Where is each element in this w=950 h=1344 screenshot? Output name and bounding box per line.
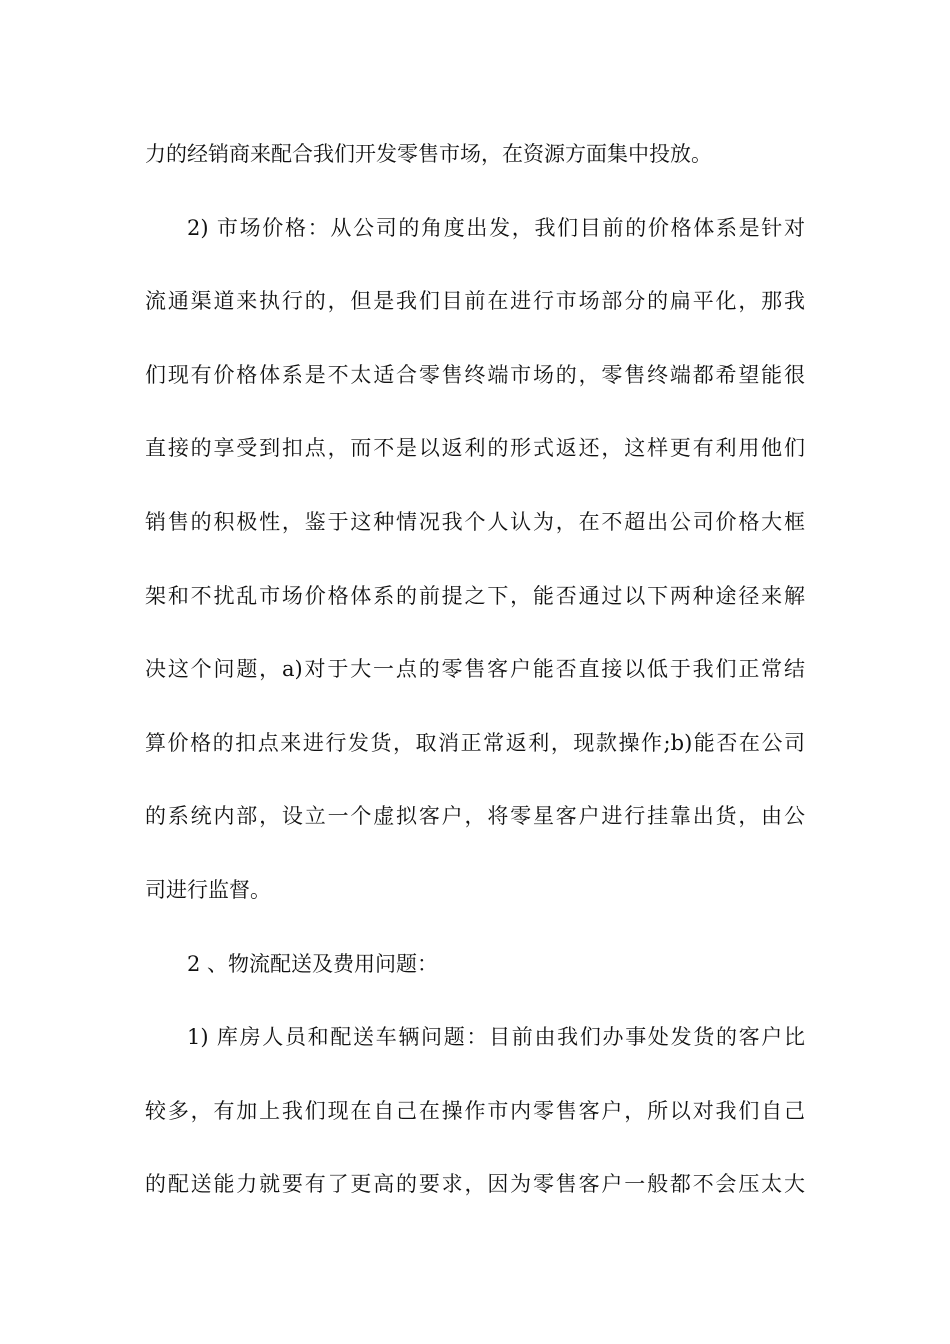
text-line-10: 的系统内部，设立一个虚拟客户，将零星客户进行挂靠出货，由公 [145,804,805,829]
text-line-4: 们现有价格体系是不太适合零售终端市场的，零售终端都希望能很 [145,362,805,387]
text-line-8: 决这个问题，a)对于大一点的零售客户能否直接以低于我们正常结 [145,657,805,682]
text-line-5: 直接的享受到扣点，而不是以返利的形式返还，这样更有利用他们 [145,436,805,461]
text-line-14: 较多，有加上我们现在自己在操作市内零售客户，所以对我们自己 [145,1098,805,1123]
text-line-13: 1) 库房人员和配送车辆问题：目前由我们办事处发货的客户比 [187,1025,805,1050]
text-line-11: 司进行监督。 [145,877,271,902]
text-line-3: 流通渠道来执行的，但是我们目前在进行市场部分的扁平化，那我 [145,289,805,314]
text-line-1: 力的经销商来配合我们开发零售市场，在资源方面集中投放。 [145,142,712,166]
text-line-2: 2) 市场价格：从公司的角度出发，我们目前的价格体系是针对 [187,215,805,240]
body-text [145,128,805,1232]
text-line-9: 算价格的扣点来进行发货，取消正常返利，现款操作;b)能否在公司 [145,730,805,755]
text-line-7: 架和不扰乱市场价格体系的前提之下，能否通过以下两种途径来解 [145,583,805,608]
text-line-15: 的配送能力就要有了更高的要求，因为零售客户一般都不会压太大 [145,1172,805,1197]
text-line-6: 销售的积极性，鉴于这种情况我个人认为，在不超出公司价格大框 [145,509,805,534]
section-heading: 2 、物流配送及费用问题： [187,951,439,976]
